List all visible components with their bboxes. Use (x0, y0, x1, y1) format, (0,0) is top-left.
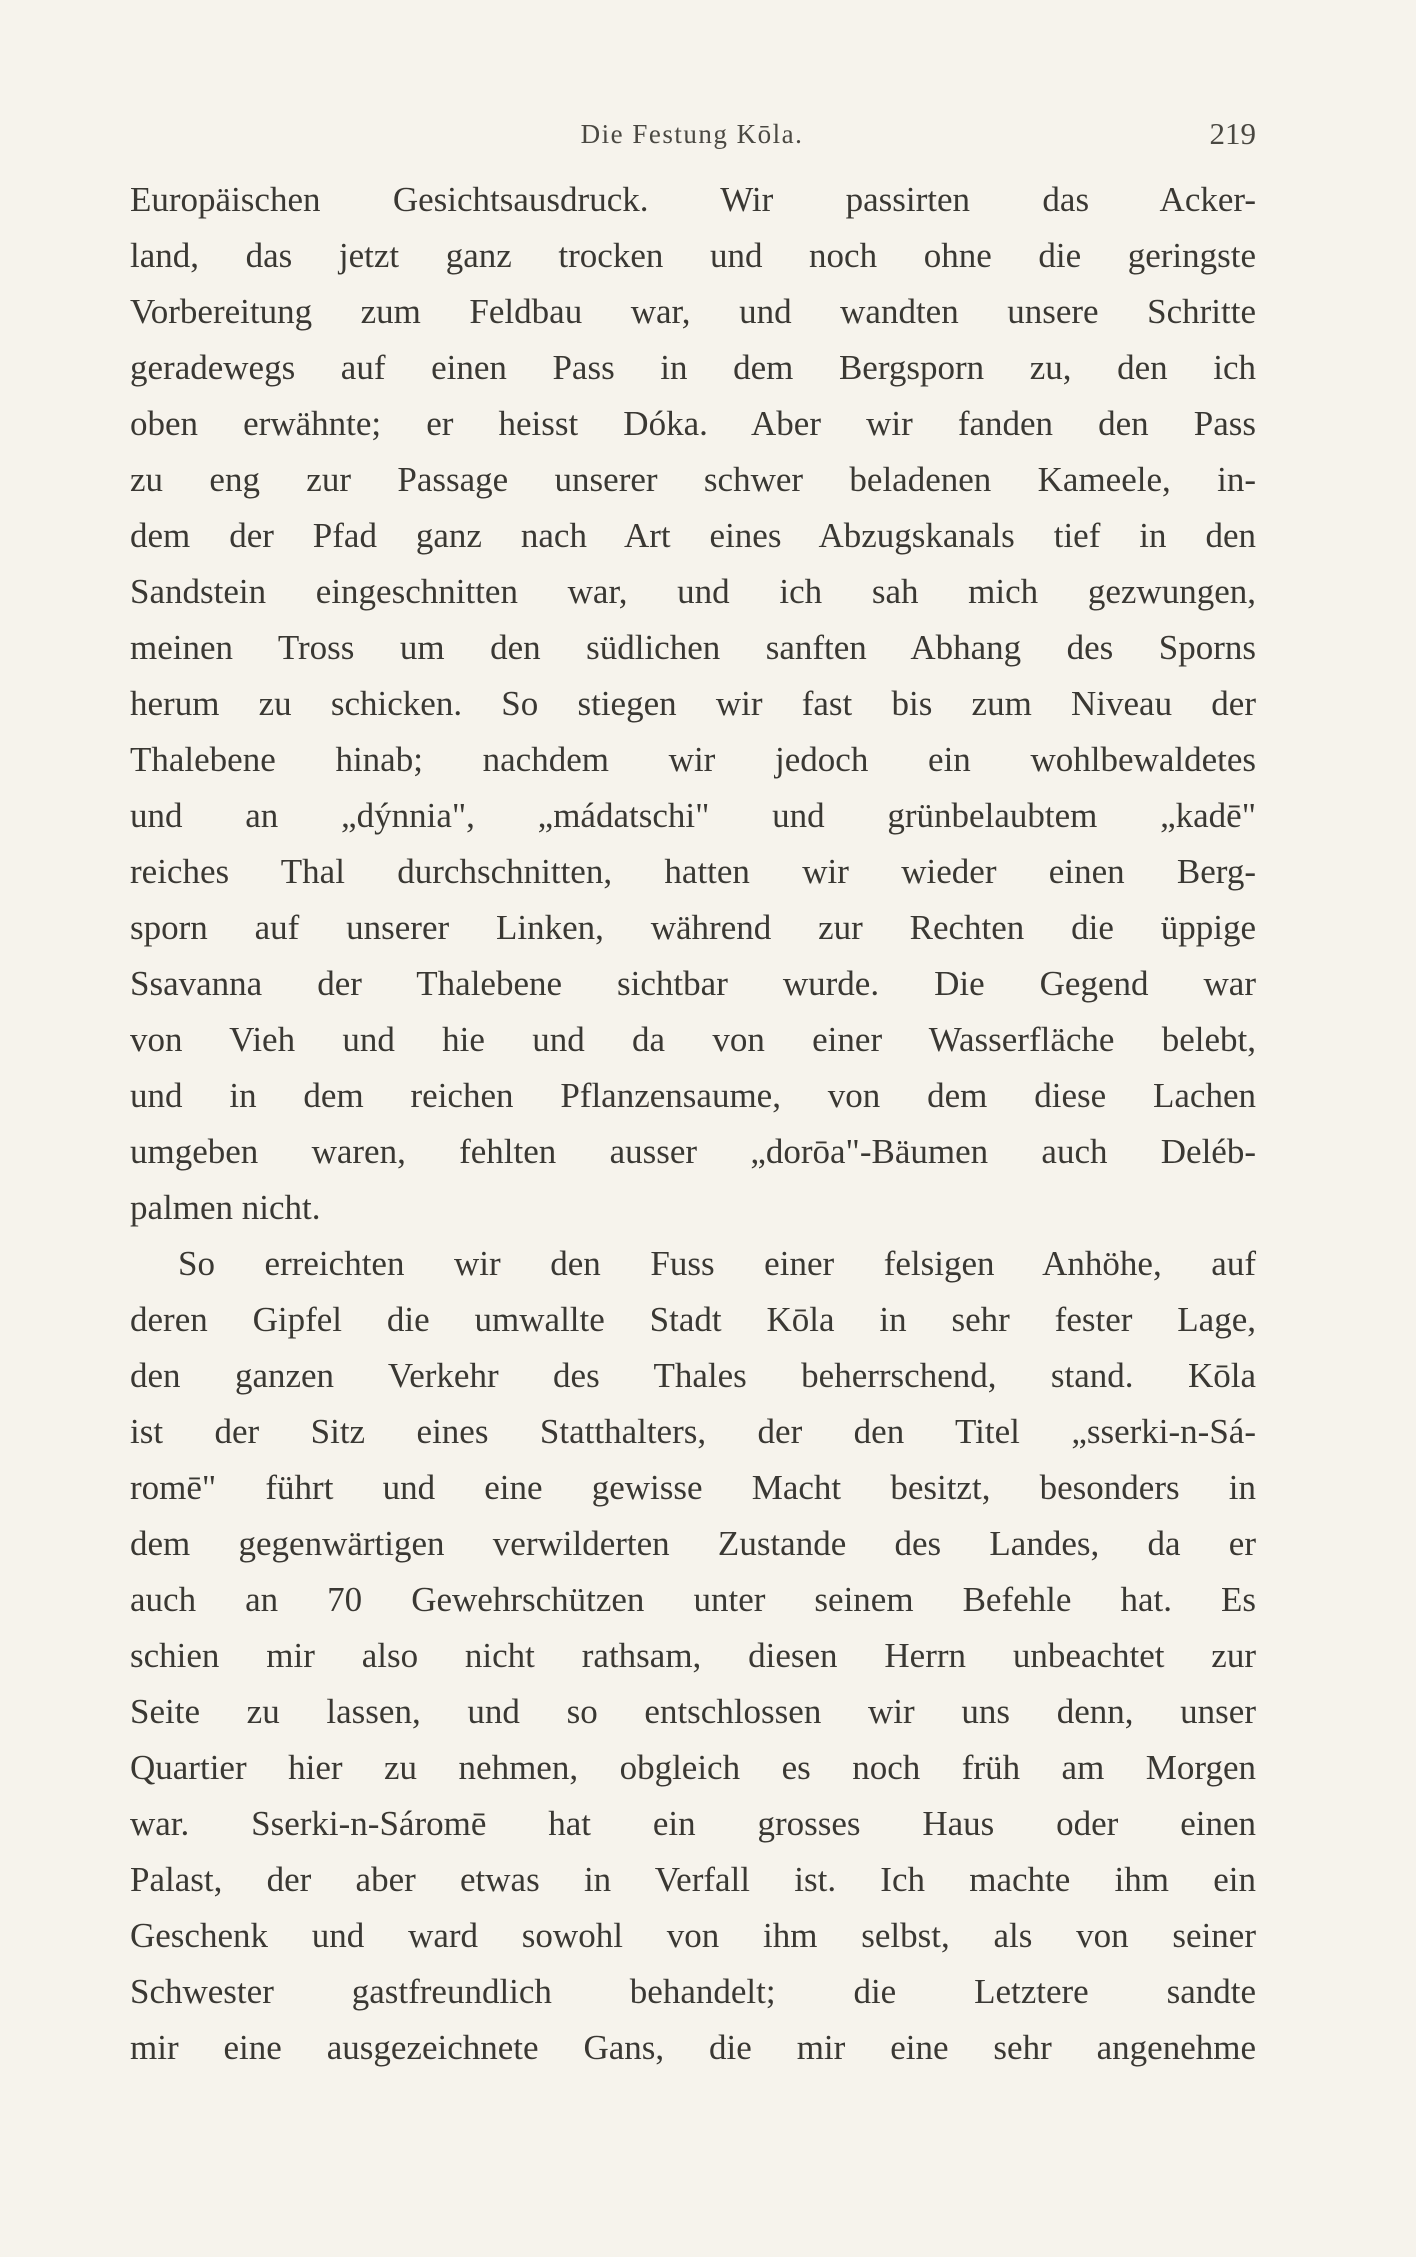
text-line: schien mir also nicht rathsam, diesen Herrn unbeachtet zur (130, 1636, 1256, 1675)
text-line: Thalebene hinab; nachdem wir jedoch ein wohlbewaldetes (130, 740, 1256, 779)
text-line: oben erwähnte; er heisst Dóka. Aber wir fanden den Pass (130, 404, 1256, 443)
body-text (130, 172, 1256, 2076)
text-line: dem der Pfad ganz nach Art eines Abzugskanals tief in den (130, 516, 1256, 555)
text-line: dem gegenwärtigen verwilderten Zustande des Landes, da er (130, 1524, 1256, 1563)
text-line: Schwester gastfreundlich behandelt; die Letztere sandte (130, 1972, 1256, 2011)
text-line: sporn auf unserer Linken, während zur Rechten die üppige (130, 908, 1256, 947)
paragraph-end-line: palmen nicht. (130, 1188, 321, 1227)
text-line: geradewegs auf einen Pass in dem Bergsporn zu, den ich (130, 348, 1256, 387)
text-line: mir eine ausgezeichnete Gans, die mir eine sehr angenehme (130, 2028, 1256, 2067)
text-line: Vorbereitung zum Feldbau war, und wandten unsere Schritte (130, 292, 1256, 331)
paragraph-start-line: So erreichten wir den Fuss einer felsigen Anhöhe, auf (178, 1244, 1256, 1283)
text-line: deren Gipfel die umwallte Stadt Kōla in sehr fester Lage, (130, 1300, 1256, 1339)
text-line: herum zu schicken. So stiegen wir fast bis zum Niveau der (130, 684, 1256, 723)
running-head (128, 112, 1256, 156)
page-number: 219 (1209, 116, 1256, 151)
text-line: Sandstein eingeschnitten war, und ich sah mich gezwungen, (130, 572, 1256, 611)
text-line: umgeben waren, fehlten ausser „dorōa"-Bäumen auch Deléb- (130, 1132, 1256, 1171)
text-line: ist der Sitz eines Statthalters, der den Titel „sserki-n-Sá- (130, 1412, 1256, 1451)
text-line: war. Sserki-n-Sáromē hat ein grosses Haus oder einen (130, 1804, 1256, 1843)
text-line: zu eng zur Passage unserer schwer beladenen Kameele, in- (130, 460, 1256, 499)
text-line: Ssavanna der Thalebene sichtbar wurde. Die Gegend war (130, 964, 1256, 1003)
text-line: meinen Tross um den südlichen sanften Abhang des Sporns (130, 628, 1256, 667)
text-line: und in dem reichen Pflanzensaume, von dem diese Lachen (130, 1076, 1256, 1115)
text-line: Palast, der aber etwas in Verfall ist. Ich machte ihm ein (130, 1860, 1256, 1899)
text-line: von Vieh und hie und da von einer Wasserfläche belebt, (130, 1020, 1256, 1059)
running-title: Die Festung Kōla. (580, 119, 804, 149)
text-line: Seite zu lassen, und so entschlossen wir uns denn, unser (130, 1692, 1256, 1731)
text-line: und an „dýnnia", „mádatschi" und grünbelaubtem „kadē" (130, 796, 1256, 835)
text-line: land, das jetzt ganz trocken und noch ohne die geringste (130, 236, 1256, 275)
text-line: Europäischen Gesichtsausdruck. Wir passirten das Acker- (130, 180, 1256, 219)
text-line: den ganzen Verkehr des Thales beherrschend, stand. Kōla (130, 1356, 1256, 1395)
text-line: romē" führt und eine gewisse Macht besitzt, besonders in (130, 1468, 1256, 1507)
text-line: Quartier hier zu nehmen, obgleich es noch früh am Morgen (130, 1748, 1256, 1787)
text-line: auch an 70 Gewehrschützen unter seinem Befehle hat. Es (130, 1580, 1256, 1619)
text-line: Geschenk und ward sowohl von ihm selbst, als von seiner (130, 1916, 1256, 1955)
text-line: reiches Thal durchschnitten, hatten wir wieder einen Berg- (130, 852, 1256, 891)
